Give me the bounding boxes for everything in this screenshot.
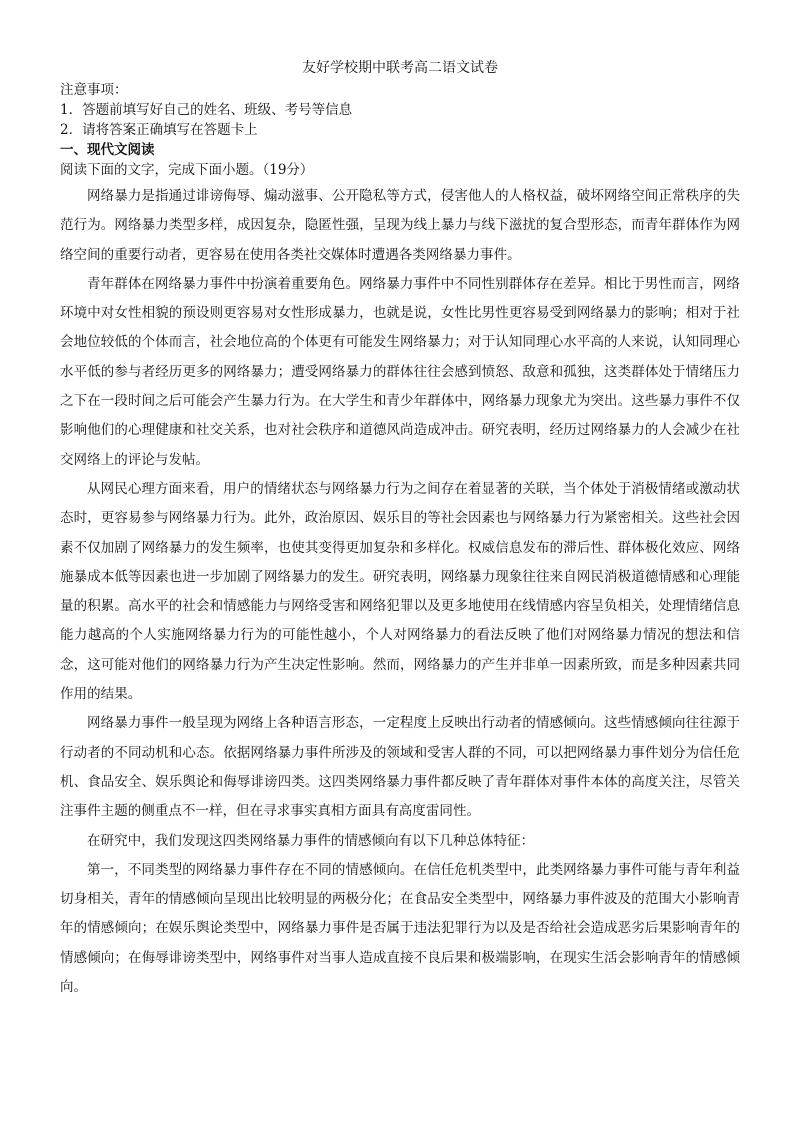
section-heading: 一、现代文阅读 <box>60 142 155 158</box>
notice-block <box>60 80 740 140</box>
exam-title: 友好学校期中联考高二语文试卷 <box>302 60 498 76</box>
reading-passage <box>60 182 740 1002</box>
passage-paragraph: 从网民心理方面来看，用户的情绪状态与网络暴力行为之间存在着显著的关联，当个体处于消极情绪或激动状态时，更容易参与网络暴力行为。此外，政治原因、娱乐目的等社会因素也与网络暴力行为紧密相关。这些社会因素不仅加剧了网络暴力的发生频率，也使其变得更加复杂和多样化。权威信息发布的滞后性、群体极化效应、网络施暴成本低等因素也进一步加剧了网络暴力的发生。研究表明，网络暴力现象往往来自网民消极道德情感和心理能量的积累。高水平的社会和情感能力与网络受害和网络犯罪以及更多地使用在线情感内容呈负相关，处理情绪信息能力越高的个人实施网络暴力行为的可能性越小，个人对网络暴力的看法反映了他们对网络暴力情况的想法和信念，这可能对他们的网络暴力行为产生决定性影响。然而，网络暴力的产生并非单一因素所致，而是多种因素共同作用的结果。 <box>60 480 740 703</box>
notice-item: 1．答题前填写好自己的姓名、班级、考号等信息 <box>60 102 353 118</box>
passage-paragraph: 在研究中，我们发现这四类网络暴力事件的情感倾向有以下几种总体特征： <box>87 832 535 849</box>
notice-heading: 注意事项： <box>60 82 128 98</box>
notice-item: 2．请将答案正确填写在答题卡上 <box>60 122 258 138</box>
passage-paragraph: 网络暴力事件一般呈现为网络上各种语言形态，一定程度上反映出行动者的情感倾向。这些情感倾向往往源于行动者的不同动机和心态。依据网络暴力事件所涉及的领域和受害人群的不同，可以把网络暴力事件划分为信任危机、食品安全、娱乐舆论和侮辱诽谤四类。这四类网络暴力事件都反映了青年群体对事件本体的高度关注，尽管关注事件主题的侧重点不一样，但在寻求事实真相方面具有高度雷同性。 <box>60 715 740 820</box>
exam-page <box>60 58 740 1002</box>
passage-paragraph: 青年群体在网络暴力事件中扮演着重要角色。网络暴力事件中不同性别群体存在差异。相比于男性而言，网络环境中对女性相貌的预设则更容易对女性形成暴力，也就是说，女性比男性更容易受到网络暴力的影响；相对于社会地位较低的个体而言，社会地位高的个体更有可能发生网络暴力；对于认知同理心水平高的人来说，认知同理心水平低的参与者经历更多的网络暴力；遭受网络暴力的群体往往会感到愤怒、敌意和孤独，这类群体处于情绪压力之下在一段时间之后可能会产生暴力行为。在大学生和青少年群体中，网络暴力现象尤为突出。这些暴力事件不仅影响他们的心理健康和社交关系，也对社会秩序和道德风尚造成冲击。研究表明，经历过网络暴力的人会减少在社交网络上的评论与发帖。 <box>60 275 740 468</box>
passage-paragraph: 网络暴力是指通过诽谤侮辱、煽动滋事、公开隐私等方式，侵害他人的人格权益，破坏网络空间正常秩序的失范行为。网络暴力类型多样，成因复杂，隐匿性强，呈现为线上暴力与线下滋扰的复合型形态，而青年群体作为网络空间的重要行动者，更容易在使用各类社交媒体时遭遇各类网络暴力事件。 <box>60 188 740 263</box>
passage-paragraph: 第一，不同类型的网络暴力事件存在不同的情感倾向。在信任危机类型中，此类网络暴力事件可能与青年利益切身相关，青年的情感倾向呈现出比较明显的两极分化；在食品安全类型中，网络暴力事件波及的范围大小影响青年的情感倾向；在娱乐舆论类型中，网络暴力事件是否属于违法犯罪行为以及是否给社会造成恶劣后果影响青年的情感倾向；在侮辱诽谤类型中，网络事件对当事人造成直接不良后果和极端影响，在现实生活会影响青年的情感倾向。 <box>60 861 740 996</box>
section-instruction: 阅读下面的文字，完成下面小题。（19分） <box>60 162 314 178</box>
